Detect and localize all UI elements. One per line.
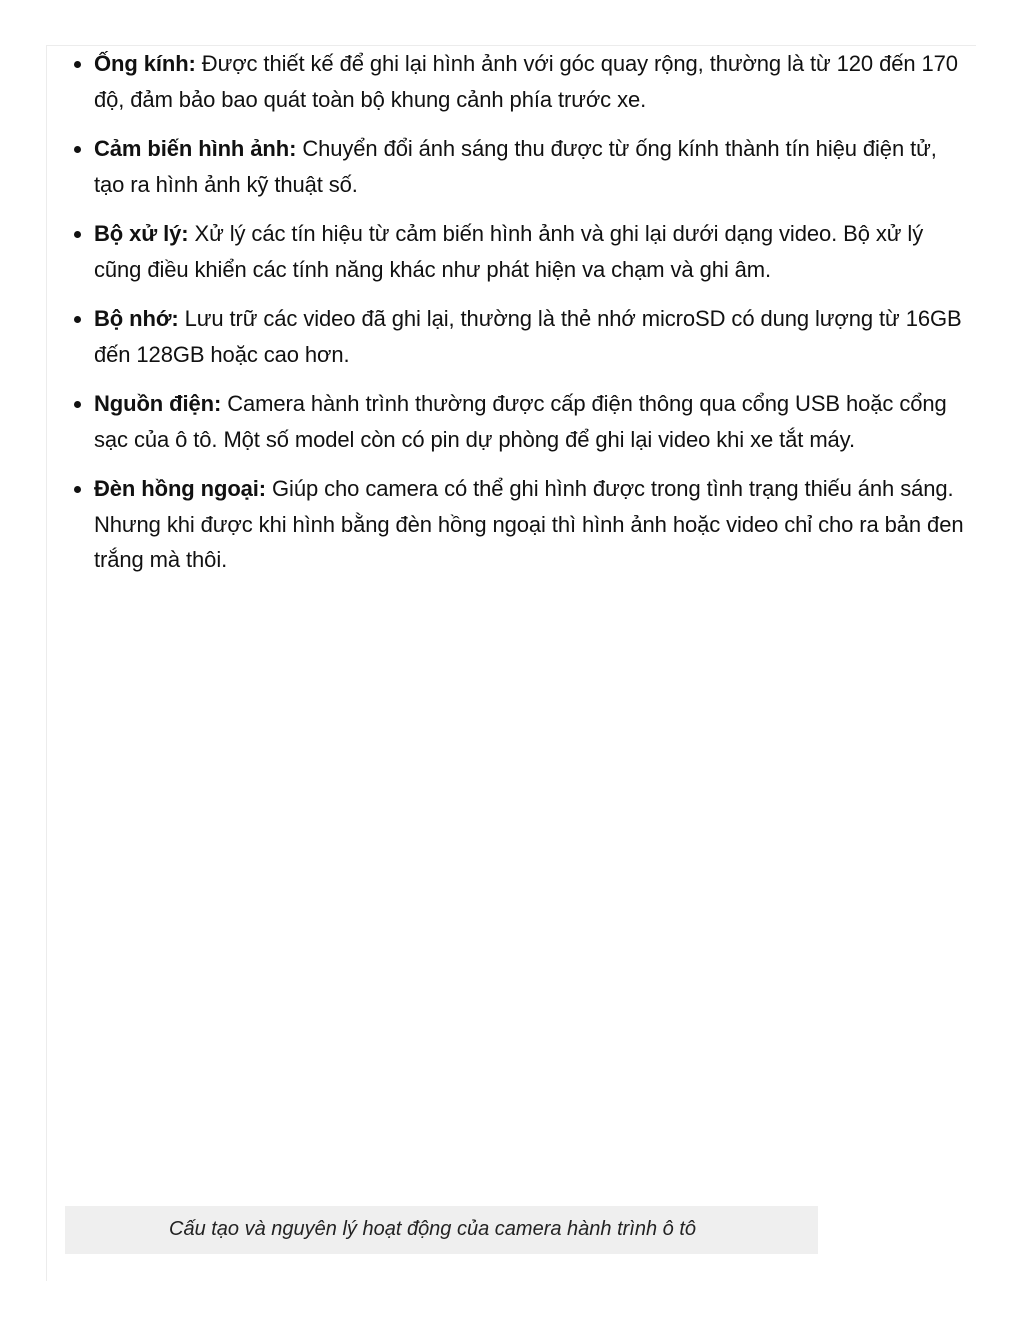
bullet-icon bbox=[74, 486, 81, 493]
feature-list bbox=[94, 46, 964, 592]
list-item bbox=[94, 216, 964, 287]
item-text: Lưu trữ các video đã ghi lại, thường là thẻ nhớ microSD có dung lượng từ 16GB đến 128GB hoặc cao hơn. bbox=[94, 306, 962, 367]
item-label: Ống kính: bbox=[94, 51, 196, 76]
item-text: Xử lý các tín hiệu từ cảm biến hình ảnh và ghi lại dưới dạng video. Bộ xử lý cũng điều khiển các tính năng khác như phát hiện va chạm và ghi âm. bbox=[94, 221, 924, 282]
item-label: Bộ nhớ: bbox=[94, 306, 179, 331]
item-label: Nguồn điện: bbox=[94, 391, 222, 416]
item-label: Đèn hồng ngoại: bbox=[94, 476, 267, 501]
item-label: Bộ xử lý: bbox=[94, 221, 189, 246]
list-item bbox=[94, 386, 964, 457]
bullet-icon bbox=[74, 401, 81, 408]
image-caption bbox=[65, 1206, 818, 1254]
list-item bbox=[94, 471, 964, 578]
item-text: Được thiết kế để ghi lại hình ảnh với góc quay rộng, thường là từ 120 đến 170 độ, đảm bảo bao quát toàn bộ khung cảnh phía trước xe. bbox=[94, 51, 958, 112]
content-frame-left-border bbox=[46, 45, 47, 1281]
bullet-icon bbox=[74, 146, 81, 153]
caption-text: Cấu tạo và nguyên lý hoạt động của camera hành trình ô tô bbox=[169, 1218, 697, 1240]
bullet-icon bbox=[74, 231, 81, 238]
item-text: Camera hành trình thường được cấp điện thông qua cổng USB hoặc cổng sạc của ô tô. Một số model còn có pin dự phòng để ghi lại video khi xe tắt máy. bbox=[94, 391, 947, 452]
item-text: Giúp cho camera có thể ghi hình được trong tình trạng thiếu ánh sáng. Nhưng khi được khi hình bằng đèn hồng ngoại thì hình ảnh hoặc video chỉ cho ra bản đen trắng mà thôi. bbox=[94, 476, 964, 572]
bullet-icon bbox=[74, 61, 81, 68]
item-text: Chuyển đổi ánh sáng thu được từ ống kính thành tín hiệu điện tử, tạo ra hình ảnh kỹ thuật số. bbox=[94, 136, 937, 197]
item-label: Cảm biến hình ảnh: bbox=[94, 136, 297, 161]
bullet-icon bbox=[74, 316, 81, 323]
list-item bbox=[94, 131, 964, 202]
list-item bbox=[94, 301, 964, 372]
list-item bbox=[94, 46, 964, 117]
